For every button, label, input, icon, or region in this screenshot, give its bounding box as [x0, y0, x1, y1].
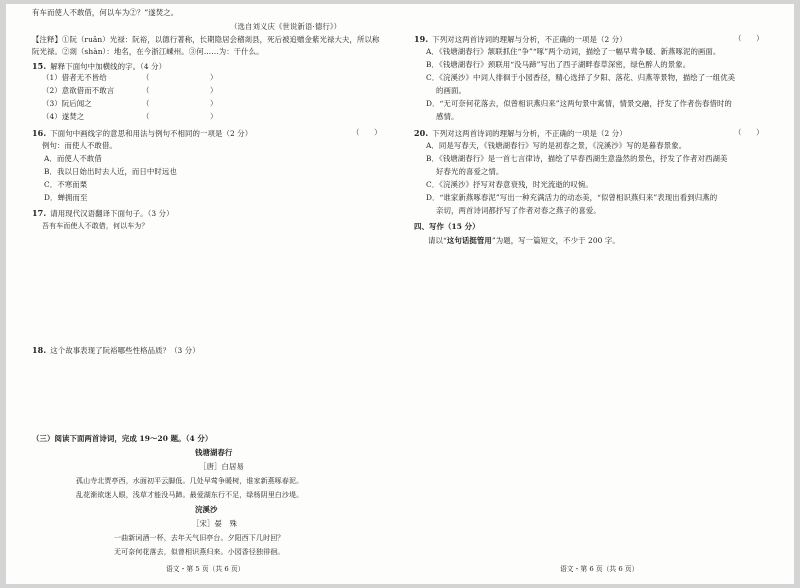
q19-option-b: B．《钱塘湖春行》颈联用“没马蹄”写出了西子湖畔春草深密，绿色醉人的景象。: [426, 60, 691, 69]
question-number: 19.: [414, 34, 429, 44]
section-3-heading: （三）阅读下面两首诗词，完成 19～20 题。（4 分）: [32, 434, 213, 443]
question-20: [414, 128, 627, 139]
q16-option-d: D．蝉拥而至: [44, 193, 88, 202]
answer-paren[interactable]: （ ）: [734, 128, 764, 137]
page-footer: 语文・第 6 页（共 6 页）: [560, 565, 639, 573]
q20-option-c: C．《浣溪沙》抒写对春意衰残，时光流逝的叹惋。: [426, 180, 593, 189]
answer-paren-close[interactable]: ）: [210, 86, 218, 95]
section-4-heading: 四、写作（15 分）: [414, 222, 480, 231]
q15-item-4: （4）遂焚之: [42, 112, 85, 121]
poem-1-title: 钱塘湖春行: [195, 448, 233, 457]
passage-last-line: 有车而使人不敢借，何以车为②？”遂焚之。: [32, 8, 179, 17]
q20-option-b-cont: 好春光的喜爱之情。: [436, 167, 504, 176]
question-text: 下列对这两首诗词的理解与分析，不正确的一项是（2 分）: [432, 35, 627, 44]
poem-2-line-1: 一曲新词酒一杯，去年天气旧亭台。夕阳西下几时回？: [114, 534, 285, 542]
essay-title: 这句话挺管用: [446, 236, 492, 245]
exam-sheet: [6, 4, 794, 584]
writing-prompt: [428, 236, 620, 246]
q19-option-d-cont: 感情。: [436, 112, 459, 121]
annotation-line-1: 【注释】①阮（ruǎn）光禄：阮裕，以德行著称，长期隐居会稽剡县，死后被追赠金紫光禄大夫，所以称: [32, 35, 380, 44]
question-number: 15.: [32, 61, 47, 71]
question-17: [32, 208, 174, 219]
prompt-suffix: ”为题，写一篇短文，不少于 200 字。: [491, 236, 620, 245]
answer-paren-close[interactable]: ）: [210, 99, 218, 108]
page-footer: 语文・第 5 页（共 6 页）: [166, 565, 245, 573]
q16-option-a: A．而使人不敢借: [44, 154, 102, 163]
poem-2-author: ［宋］晏 殊: [192, 519, 237, 528]
prompt-prefix: 请以“: [428, 236, 447, 245]
q20-option-a: A．同是写春天，《钱塘湖春行》写的是初春之景，《浣溪沙》写的是暮春景象。: [426, 141, 687, 150]
poem-2-line-2: 无可奈何花落去，似曾相识燕归来。小园香径独徘徊。: [114, 548, 285, 556]
answer-paren[interactable]: （ ）: [734, 34, 764, 43]
q15-item-3: （3）阮后闻之: [42, 99, 92, 108]
answer-paren[interactable]: （ ）: [352, 128, 382, 137]
question-19: [414, 34, 627, 45]
question-text: 下面句中画线字的意思和用法与例句不相同的一项是（2 分）: [50, 129, 253, 138]
q19-option-d: D．“无可奈何花落去，似曾相识燕归来”这两句景中寓情，情景交融，抒发了作者伤春惜时的: [426, 99, 732, 108]
question-number: 17.: [32, 208, 47, 218]
page-6: [400, 4, 794, 584]
question-18: [32, 345, 200, 356]
q19-option-a: A．《钱塘湖春行》颔联抓住“争”“啄”两个动词，描绘了一幅早莺争暖、新燕啄泥的画面。: [426, 47, 721, 56]
q16-option-c: C．不寒而栗: [44, 180, 88, 189]
answer-paren-close[interactable]: ）: [210, 112, 218, 121]
poem-2-title: 浣溪沙: [195, 505, 218, 514]
q15-item-2: （2）意欲借而不敢言: [42, 86, 115, 95]
question-text: 请用现代汉语翻译下面句子。（3 分）: [50, 209, 174, 218]
answer-paren-open[interactable]: （: [142, 73, 150, 82]
q20-option-d: D．“谁家新燕啄春泥”写出一种充满活力的动态美，“似曾相识燕归来”表现出看到归燕的: [426, 193, 718, 202]
page-5: [6, 4, 400, 584]
question-number: 18.: [32, 345, 47, 355]
question-number: 20.: [414, 128, 429, 138]
q16-example: 例句：而使人不敢借。: [42, 141, 117, 150]
question-number: 16.: [32, 128, 47, 138]
question-text: 这个故事表现了阮裕哪些性格品质？（3 分）: [50, 346, 200, 355]
q19-option-c: C．《浣溪沙》中词人徘徊于小园香径，精心选择了夕阳、落花、归燕等景物，描绘了一组优美: [426, 73, 736, 82]
answer-paren-open[interactable]: （: [142, 112, 150, 121]
passage-source: （选自刘义庆《世说新语·德行》）: [230, 22, 342, 31]
q16-option-b: B．我以日始出时去人近，而日中时远也: [44, 167, 177, 176]
poem-1-line-2: 乱花渐欲迷人眼，浅草才能没马蹄。最爱湖东行不足，绿杨阴里白沙堤。: [76, 491, 304, 499]
answer-paren-open[interactable]: （: [142, 86, 150, 95]
annotation-line-2: 阮光禄。②剡（shàn）：地名，在今浙江嵊州。③何……为：干什么。: [32, 47, 264, 56]
question-text: 解释下面句中加横线的字。（4 分）: [50, 62, 167, 71]
poem-1-line-1: 孤山寺北贾亭西，水面初平云脚低。几处早莺争暖树，谁家新燕啄春泥。: [76, 477, 304, 485]
poem-1-author: ［唐］白居易: [199, 462, 244, 471]
answer-paren-open[interactable]: （: [142, 99, 150, 108]
answer-paren-close[interactable]: ）: [210, 73, 218, 82]
q20-option-d-cont: 亲切，两首诗词都抒写了作者对春之燕子的喜爱。: [436, 206, 601, 215]
question-16: [32, 128, 252, 139]
q17-sentence: 吾有车而使人不敢借，何以车为？: [42, 222, 149, 230]
q20-option-b: B．《钱塘湖春行》是一首七言律诗，描绘了早春西湖生意盎然的景色，抒发了作者对西湖美: [426, 154, 728, 163]
q19-option-c-cont: 的画面。: [436, 86, 466, 95]
q15-item-1: （1）借者无不皆给: [42, 73, 107, 82]
question-text: 下列对这两首诗词的理解与分析，不正确的一项是（2 分）: [432, 129, 627, 138]
question-15: [32, 61, 166, 72]
